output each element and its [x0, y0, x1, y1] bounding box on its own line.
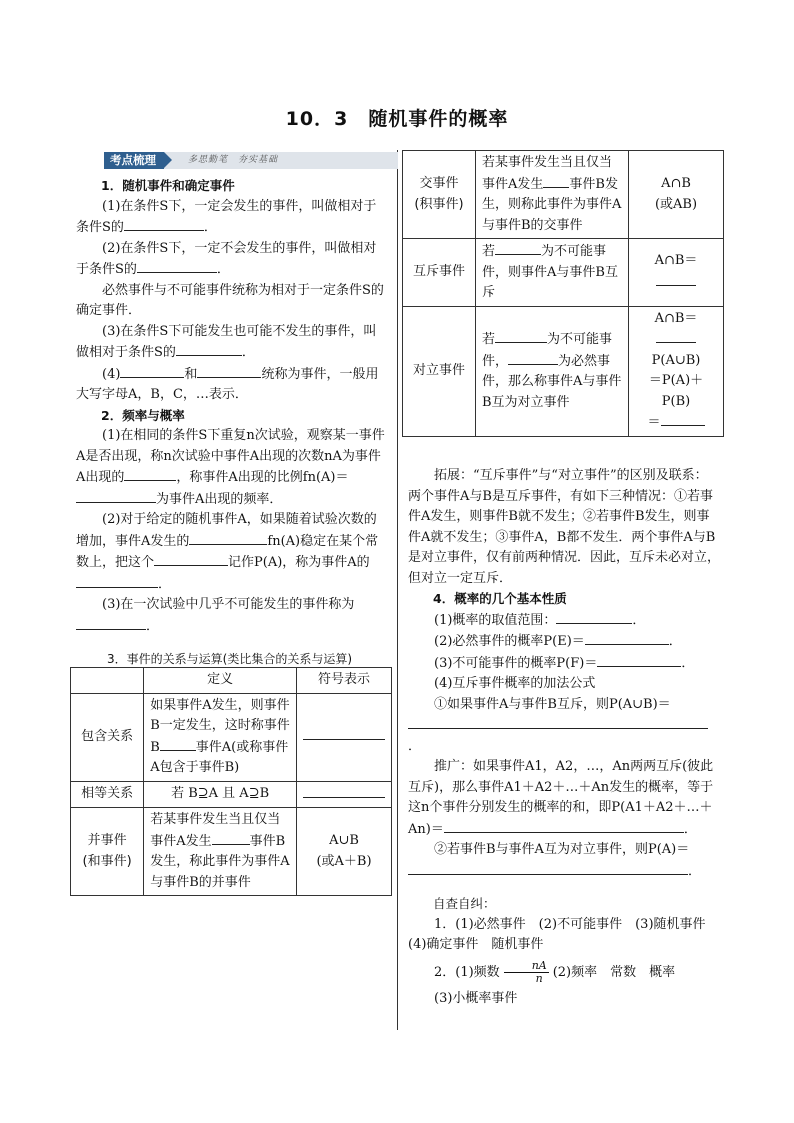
badge-tag: 考点梳理 — [104, 152, 164, 169]
relations-table-left — [70, 667, 392, 896]
s1-p2: (2)在条件S下，一定不会发生的事件，叫做相对于条件S的 ． — [76, 240, 377, 277]
table-row: 交事件 (积事件) 若某事件发生当且仅当事件A发生 事件B发生，则称此事件为事件A与事件B的交事件 A∩B (或AB) — [403, 151, 724, 239]
extension-note: 拓展：“互斥事件”与“对立事件”的区别及联系：两个事件A与B是互斥事件，有如下三种情况：①若事件A发生，则事件B就不发生；②若事件B发生，则事件A就不发生；③事件A，B都不发生．两个事件A与B是对立事件，仅有前两种情况．因此，互斥未必对立，但对立一定互斥． — [408, 468, 721, 586]
column-divider — [397, 150, 398, 1030]
s1-p5: (4) 和 统称为事件，一般用大写字母A，B，C，…表示． — [76, 364, 386, 406]
s1-p3: 必然事件与不可能事件统称为相对于一定条件S的确定事件． — [76, 282, 384, 318]
s1-p4: (3)在条件S下可能发生也可能不发生的事件，叫做相对于条件S的 ． — [76, 323, 377, 360]
relations-table-right — [402, 150, 724, 437]
s1-p1: (1)在条件S下，一定会发生的事件，叫做相对于条件S的 ． — [76, 198, 377, 235]
answer-2-cont: (3)小概率事件 — [434, 990, 518, 1006]
s2-p2: (2)对于给定的随机事件A，如果随着试验次数的增加，事件A发生的 fn(A)稳定在某个常数上，把这个 记作P(A)，称为事件A的． — [76, 512, 379, 592]
section-4-title: 4．概率的几个基本性质 — [433, 591, 567, 606]
left-column — [76, 152, 386, 637]
section-3-title: 3．事件的关系与运算(类比集合的关系与运算) — [107, 652, 352, 666]
table-row: 对立事件 若 为不可能事件， 为必然事件，那么称事件A与事件B互为对立事件 A∩B＝ P(A∪B) ＝P(A)＋P(B) ＝ — [403, 306, 724, 436]
table-row: 包含关系 如果事件A发生，则事件B一定发生，这时称事件B 事件A(或称事件A包含于事件B) — [71, 693, 392, 781]
header-definition: 定义 — [144, 668, 297, 694]
answer-2: 2．(1)频数 $\frac{nA}{n}$ (2)频率 常数 概率 — [434, 958, 676, 985]
page-title: 10．3 随机事件的概率 — [285, 108, 509, 130]
s4-p4: (4)互斥事件概率的加法公式 — [434, 676, 596, 691]
fraction: $\frac{nA}{n}$ — [504, 960, 549, 985]
s4-p5: ①如果事件A与事件B互斥，则P(A∪B)＝． — [408, 695, 720, 758]
self-check-title: 自查自纠： — [433, 896, 496, 911]
s4-p1: (1)概率的取值范围： ． — [408, 610, 720, 632]
header-symbol: 符号表示 — [297, 668, 392, 694]
badge-subtitle: 多思勤笔 夯实基础 — [188, 155, 279, 165]
answer-1: 1．(1)必然事件 (2)不可能事件 (3)随机事件 (4)确定事件 随机事件 — [408, 916, 719, 952]
s2-p1: (1)在相同的条件S下重复n次试验，观察某一事件A是否出现，称n次试验中事件A出现的次数nA为事件A出现的 ，称事件A出现的比例fn(A)＝为事件A出现的频率． — [76, 428, 385, 507]
right-column — [408, 466, 720, 1009]
table-row: 互斥事件 若 为不可能事件，则事件A与事件B互斥 A∩B＝ — [403, 239, 724, 307]
s4-p3: (3)不可能事件的概率P(F)＝ ． — [408, 653, 720, 675]
s2-p3: (3)在一次试验中几乎不可能发生的事件称为． — [76, 595, 386, 637]
table-row: 相等关系 若 B⊇A 且 A⊇B — [71, 781, 392, 808]
s4-p2: (2)必然事件的概率P(E)＝ ． — [408, 631, 720, 653]
table-row: 并事件 (和事件) 若某事件发生当且仅当事件A发生 事件B发生，称此事件为事件A与事件B的并事件 A∪B (或A＋B) — [71, 808, 392, 896]
s4-p6: 推广：如果事件A1，A2，…，An两两互斥(彼此互斥)，那么事件A1＋A2＋…＋An发生的概率，等于这n个事件分别发生的概率的和，即P(A1＋A2＋…＋An)＝ ． — [408, 759, 714, 837]
section-1-title: 1．随机事件和确定事件 — [101, 178, 235, 193]
section-badge — [76, 152, 386, 172]
section-2-title: 2．频率与概率 — [101, 407, 185, 423]
s4-p7: ②若事件B与事件A互为对立事件，则P(A)＝． — [408, 840, 720, 882]
